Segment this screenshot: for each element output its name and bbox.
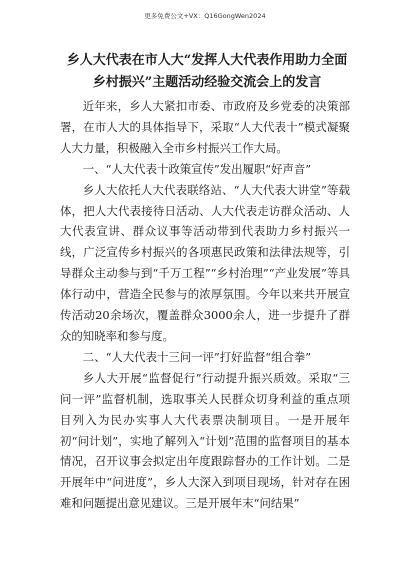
section-1-paragraph: 乡人大依托人大代表联络站、“人大代表大讲堂”等载体，把人大代表接待日活动、人大代表走访群众活动、人大代表宣讲、群众议事等活动带到代表助力乡村振兴一线，广泛宣传乡村振兴的各项惠民政策和法律法规等，引导群众主动参与到“千万工程”“乡村治理”“产业发展”等具体行动中，营造全民参与的浓厚氛围。今年以来共开展宣传活动20余场次，覆盖群众3000余人，进一步提升了群众的知晓率和参与度。 — [60, 182, 350, 343]
document-body — [60, 96, 350, 514]
section-heading-1: 一、“人大代表十政策宣传”发出履职“好声音” — [82, 161, 312, 176]
intro-paragraph: 近年来，乡人大紧扣市委、市政府及乡党委的决策部署，在市人大的具体指导下，采取“人大代表十”模式凝聚人大力量，积极融入全市乡村振兴工作大局。 — [60, 99, 350, 155]
section-heading-2: 二、“人大代表十三问一评”打好监督“组合拳” — [82, 349, 312, 364]
document-title: 乡人大代表在市人大“发挥人大代表作用助力全面乡村振兴”主题活动经验交流会上的发言 — [66, 53, 348, 90]
section-2-paragraph: 乡人大开展“监督促行”行动提升振兴质效。采取“三问一评”监督机制，选取事关人民群众切身利益的重点项目列入为民办实事人大代表票决制项目。一是开展年初“问计划”，实地了解列入“计划”范围的监督项目的基本情况，召开议事会拟定出年度跟踪督办的工作计划。二是开展年中“问进度”，乡人大深入到项目现场，针对存在困难和问题提出意见建议。三是开展年末“问结果” — [60, 370, 350, 511]
header-note: 更多免费公文+VX：Q16GongWen2024 — [144, 12, 266, 20]
